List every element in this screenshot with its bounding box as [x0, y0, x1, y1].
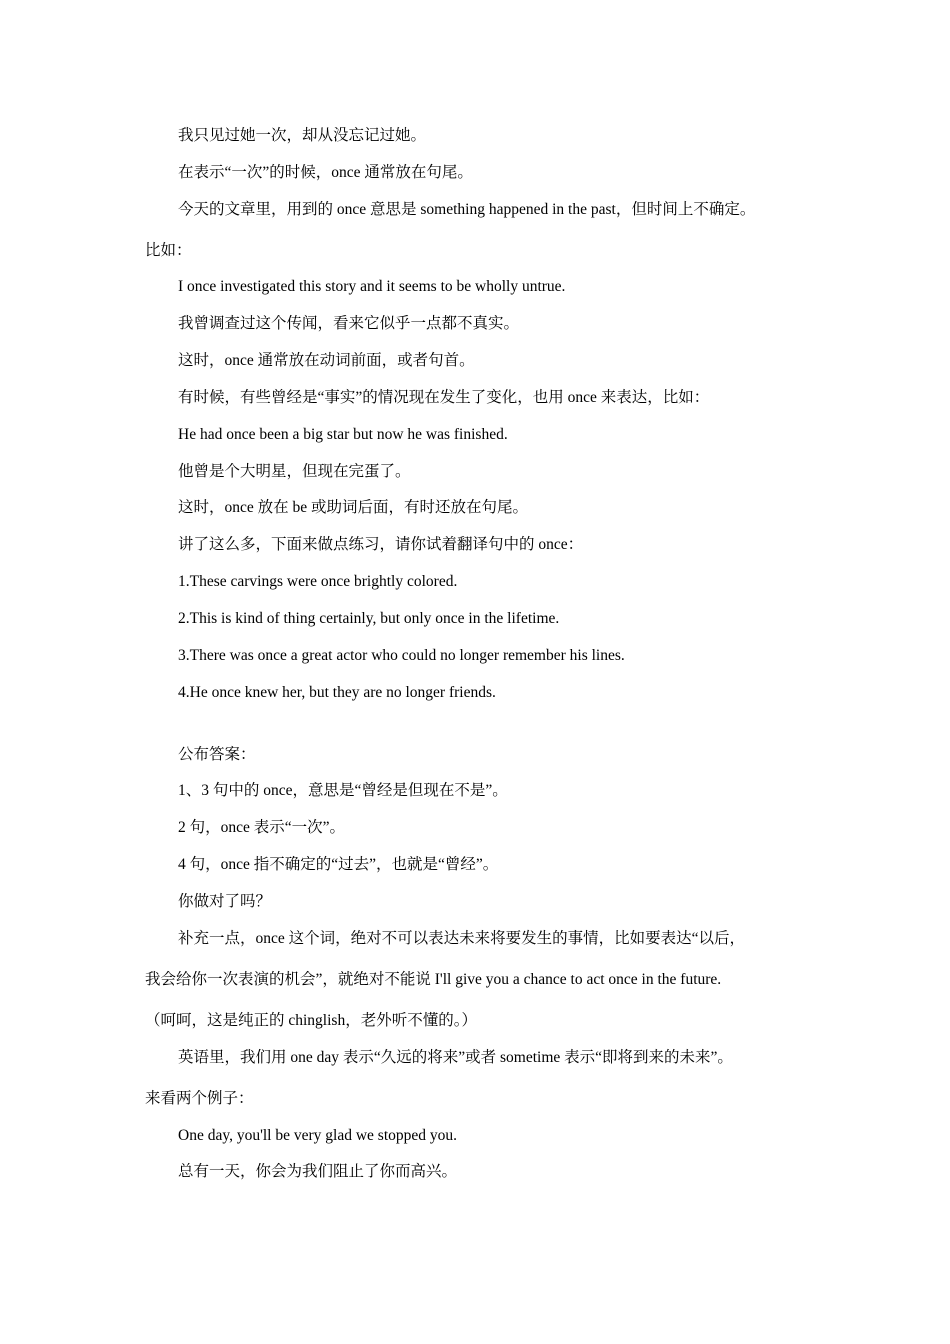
- paragraph-line: 你做对了吗？: [178, 893, 272, 910]
- paragraph-line: 补充一点，once 这个词，绝对不可以表达未来将要发生的事情，比如要表达“以后，: [178, 930, 746, 947]
- paragraph-line: 这时，once 通常放在动词前面，或者句首。: [178, 352, 475, 369]
- paragraph-line: 比如：: [145, 242, 192, 259]
- paragraph-line: 这时，once 放在 be 或助词后面，有时还放在句尾。: [178, 499, 529, 516]
- exercise-item: 4.He once knew her, but they are no longer friends.: [178, 684, 496, 701]
- exercise-item: 3.There was once a great actor who could no longer remember his lines.: [178, 647, 625, 664]
- paragraph-line: （呵呵，这是纯正的 chinglish，老外听不懂的。）: [145, 1012, 477, 1029]
- paragraph-line: 我会给你一次表演的机会”，就绝对不能说 I'll give you a chance to act once in the future.: [145, 971, 722, 988]
- exercise-item: 1.These carvings were once brightly colored.: [178, 573, 458, 590]
- paragraph-line: 今天的文章里，用到的 once 意思是 something happened in the past，但时间上不确定。: [178, 201, 756, 218]
- example-sentence: One day, you'll be very glad we stopped you.: [178, 1127, 457, 1144]
- answer-item: 1、3 句中的 once，意思是“曾经是但现在不是”。: [178, 782, 508, 799]
- paragraph-line: 在表示“一次”的时候，once 通常放在句尾。: [178, 164, 473, 181]
- paragraph-line: 他曾是个大明星，但现在完蛋了。: [178, 463, 411, 480]
- exercise-item: 2.This is kind of thing certainly, but only once in the lifetime.: [178, 610, 560, 627]
- paragraph-line: 我曾调查过这个传闻，看来它似乎一点都不真实。: [178, 315, 520, 332]
- answer-item: 2 句，once 表示“一次”。: [178, 819, 346, 836]
- paragraph-line: 我只见过她一次，却从没忘记过她。: [178, 127, 427, 144]
- example-translation: 总有一天，你会为我们阻止了你而高兴。: [178, 1163, 458, 1180]
- answer-heading: 公布答案：: [178, 746, 256, 763]
- paragraph-line: 来看两个例子：: [145, 1090, 254, 1107]
- paragraph-line: I once investigated this story and it seems to be wholly untrue.: [178, 278, 566, 295]
- paragraph-line: He had once been a big star but now he was finished.: [178, 426, 508, 443]
- paragraph-line: 讲了这么多，下面来做点练习，请你试着翻译句中的 once：: [178, 536, 584, 553]
- paragraph-line: 英语里，我们用 one day 表示“久远的将来”或者 sometime 表示“即将到来的未来”。: [178, 1049, 733, 1066]
- answer-item: 4 句，once 指不确定的“过去”，也就是“曾经”。: [178, 856, 499, 873]
- paragraph-line: 有时候，有些曾经是“事实”的情况现在发生了变化，也用 once 来表达，比如：: [178, 389, 710, 406]
